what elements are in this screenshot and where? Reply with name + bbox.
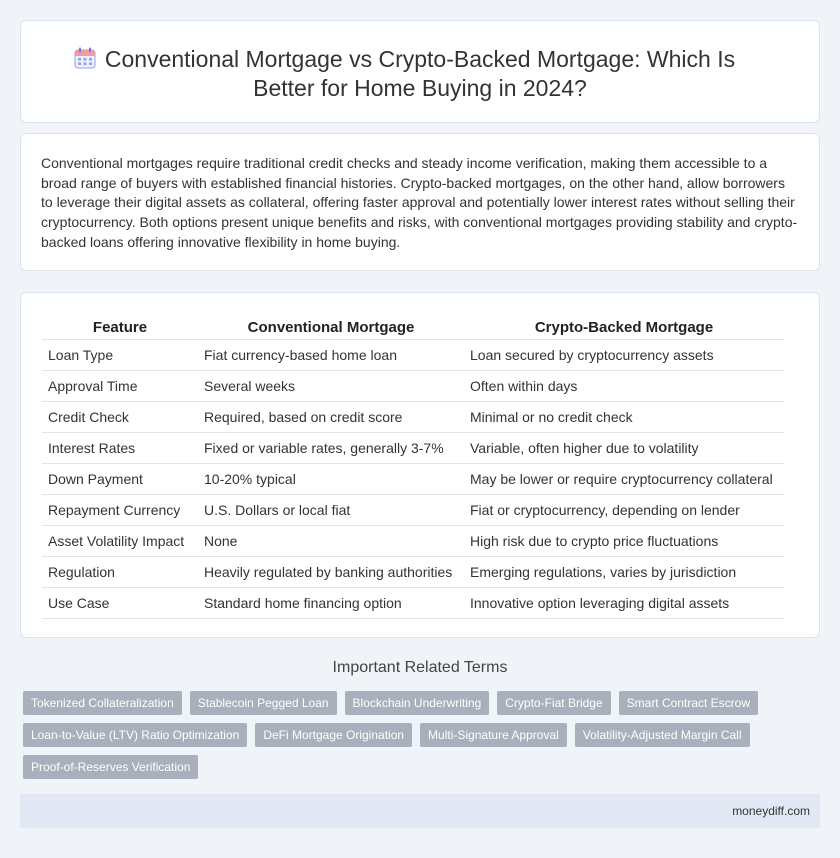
cell-feature: Asset Volatility Impact	[42, 525, 198, 556]
cell-crypto: Variable, often higher due to volatility	[464, 432, 784, 463]
cell-conventional: Several weeks	[198, 370, 464, 401]
footer-site-link[interactable]: moneydiff.com	[732, 804, 810, 818]
table-header-row	[42, 313, 784, 339]
cell-crypto: Fiat or cryptocurrency, depending on lender	[464, 494, 784, 525]
cell-feature: Approval Time	[42, 370, 198, 401]
cell-crypto: Emerging regulations, varies by jurisdiction	[464, 556, 784, 587]
related-term-tag[interactable]: Smart Contract Escrow	[619, 691, 758, 715]
header-crypto: Crypto-Backed Mortgage	[464, 313, 784, 339]
comparison-table-card	[20, 292, 820, 638]
related-term-tag[interactable]: Crypto-Fiat Bridge	[497, 691, 610, 715]
related-term-tag[interactable]: Stablecoin Pegged Loan	[190, 691, 337, 715]
cell-crypto: Loan secured by cryptocurrency assets	[464, 339, 784, 370]
header-feature: Feature	[42, 313, 198, 339]
cell-feature: Down Payment	[42, 463, 198, 494]
related-term-tag[interactable]: Proof-of-Reserves Verification	[23, 755, 198, 779]
table-row	[42, 401, 784, 432]
cell-conventional: Fiat currency-based home loan	[198, 339, 464, 370]
related-terms-list	[23, 691, 803, 779]
related-term-tag[interactable]: Volatility-Adjusted Margin Call	[575, 723, 750, 747]
related-term-tag[interactable]: DeFi Mortgage Origination	[255, 723, 412, 747]
cell-crypto: Innovative option leveraging digital assets	[464, 587, 784, 618]
related-term-tag[interactable]: Loan-to-Value (LTV) Ratio Optimization	[23, 723, 247, 747]
table-row	[42, 432, 784, 463]
table-row	[42, 339, 784, 370]
related-terms-heading: Important Related Terms	[332, 659, 508, 676]
cell-feature: Use Case	[42, 587, 198, 618]
cell-conventional: U.S. Dollars or local fiat	[198, 494, 464, 525]
table-row	[42, 370, 784, 401]
cell-conventional: Fixed or variable rates, generally 3-7%	[198, 432, 464, 463]
cell-feature: Regulation	[42, 556, 198, 587]
cell-feature: Repayment Currency	[42, 494, 198, 525]
page-title-line-2: Better for Home Buying in 2024?	[253, 75, 587, 101]
table-row	[42, 556, 784, 587]
cell-conventional: 10-20% typical	[198, 463, 464, 494]
intro-paragraph: Conventional mortgages require traditional credit checks and steady income verification, making them accessible to a broad range of buyers with established financial histories. Crypto-backed mortgages, on the other hand, allow borrowers to leverage their digital assets as collateral, offering faster approval and potentially lower interest rates without selling their cryptocurrency. Both options present unique benefits and risks, with conventional mortgages providing stability and crypto-backed loans offering innovative flexibility in home buying.	[41, 155, 798, 250]
cell-conventional: None	[198, 525, 464, 556]
related-term-tag[interactable]: Tokenized Collateralization	[23, 691, 182, 715]
intro-card	[20, 133, 820, 271]
header-conventional: Conventional Mortgage	[198, 313, 464, 339]
cell-feature: Credit Check	[42, 401, 198, 432]
cell-feature: Interest Rates	[42, 432, 198, 463]
title-card	[20, 20, 820, 123]
comparison-table	[42, 313, 784, 619]
cell-feature: Loan Type	[42, 339, 198, 370]
cell-conventional: Standard home financing option	[198, 587, 464, 618]
cell-conventional: Required, based on credit score	[198, 401, 464, 432]
cell-crypto: Minimal or no credit check	[464, 401, 784, 432]
cell-crypto: Often within days	[464, 370, 784, 401]
cell-crypto: High risk due to crypto price fluctuations	[464, 525, 784, 556]
table-row	[42, 587, 784, 618]
related-term-tag[interactable]: Blockchain Underwriting	[345, 691, 490, 715]
cell-conventional: Heavily regulated by banking authorities	[198, 556, 464, 587]
table-row	[42, 525, 784, 556]
table-row	[42, 494, 784, 525]
footer	[20, 794, 820, 828]
page-title-line-1: Conventional Mortgage vs Crypto-Backed Mortgage: Which Is	[104, 46, 736, 72]
page-title	[21, 45, 819, 103]
related-term-tag[interactable]: Multi-Signature Approval	[420, 723, 567, 747]
cell-crypto: May be lower or require cryptocurrency collateral	[464, 463, 784, 494]
table-row	[42, 463, 784, 494]
